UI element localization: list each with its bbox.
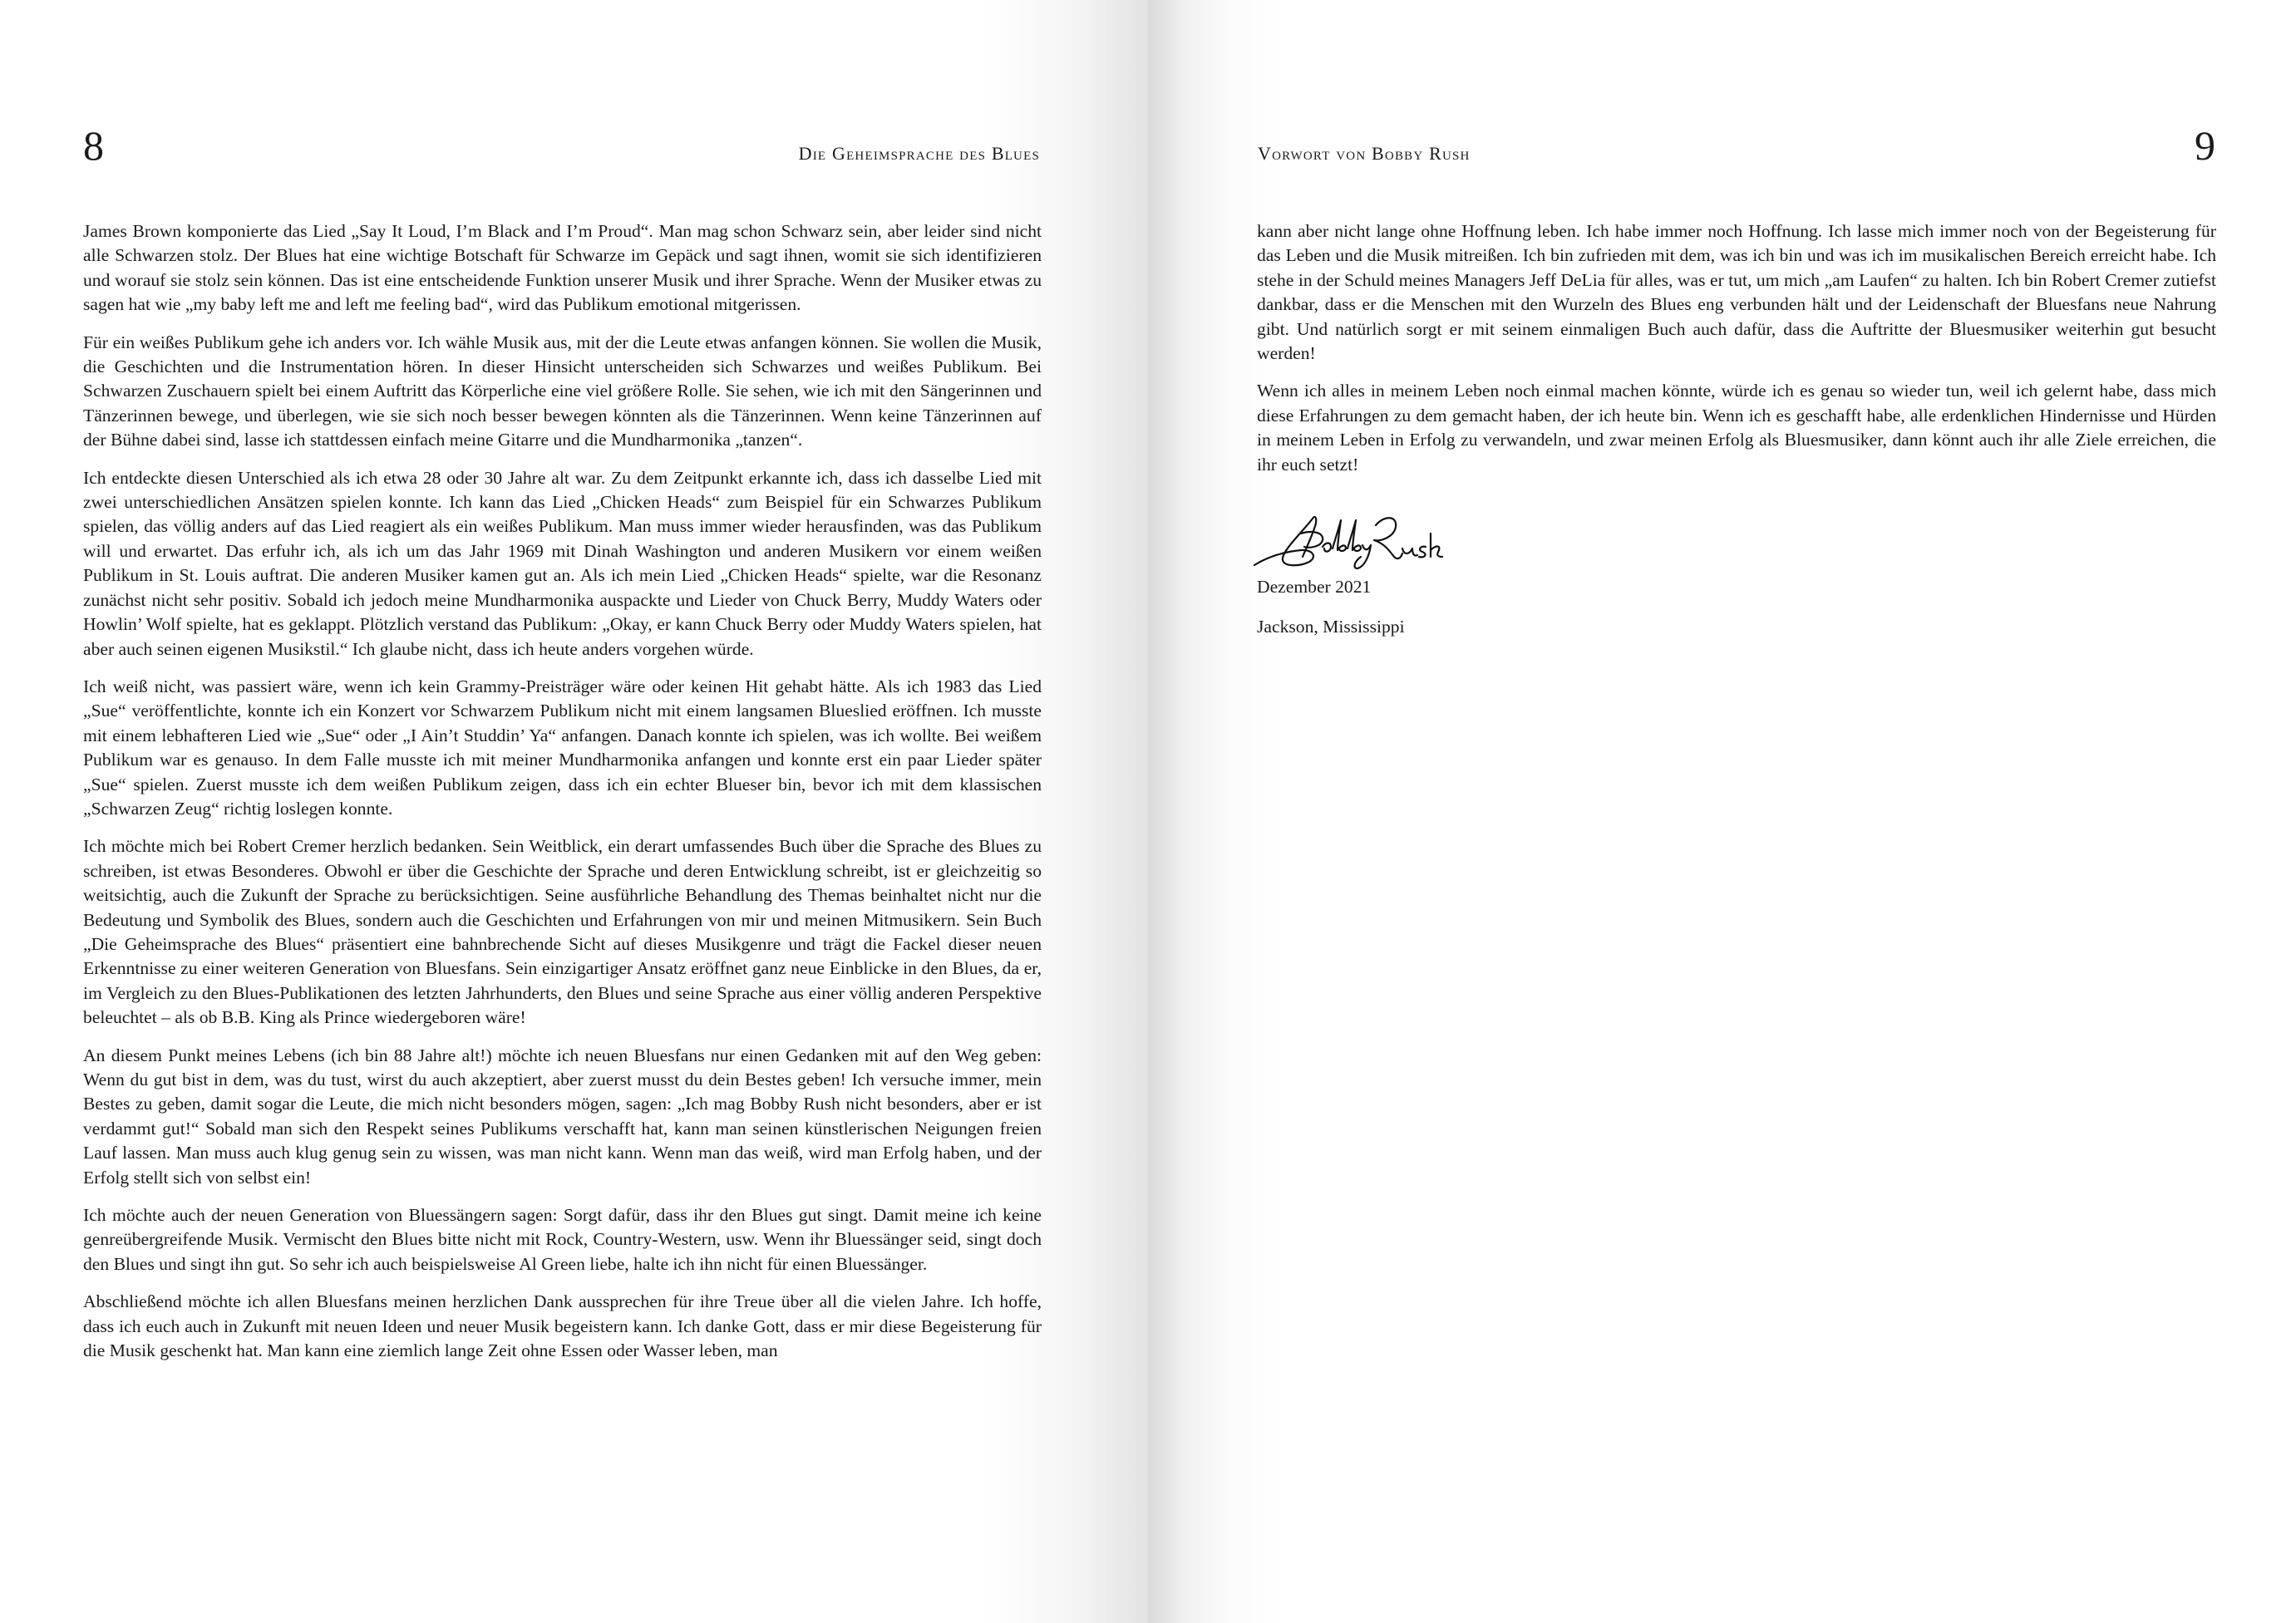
page-number-left: 8 [83, 122, 104, 169]
paragraph: Abschließend möchte ich allen Bluesfans meinen herzlichen Dank aussprechen für ihre Treue über all die vielen Jahre. Ich hoffe, dass ich euch auch in Zukunft mit neuen Ideen und neuer Musik begeistern kann. Ich danke Gott, dass er mir diese Begeisterung für die Musik geschenkt hat. Man kann eine ziemlich lange Zeit ohne Essen oder Wasser leben, man [83, 1291, 1042, 1361]
paragraph: Ich weiß nicht, was passiert wäre, wenn ich kein Grammy-Preisträger wäre oder keinen Hit gehabt hätte. Als ich 1983 das Lied „Sue“ veröffentlichte, konnte ich ein Konzert vor Schwarzem Publikum nicht mit einem langsamen Blueslied eröffnen. Ich musste mit einem lebhafteren Lied wie „Sue“ oder „I Ain’t Studdin’ Ya“ anfangen. Danach konnte ich spielen, was ich wollte. Bei weißem Publikum war es genauso. In dem Falle musste ich mit meiner Mundharmonika anfangen und konnte erst ein paar Lieder später „Sue“ spielen. Zuerst musste ich dem weißen Publikum zeigen, dass ich ein echter Blueser bin, bevor ich mit dem klassischen „Schwarzen Zeug“ richtig loslegen konnte. [83, 676, 1042, 819]
paragraph: Wenn ich alles in meinem Leben noch einmal machen könnte, würde ich es genau so wieder tun, weil ich gelernt habe, dass mich diese Erfahrungen zu dem gemacht haben, der ich heute bin. Wenn ich es geschafft habe, alle erdenklichen Hindernisse und Hürden in meinem Leben in Erfolg zu verwandeln, und zwar meinen Erfolg als Bluesmusiker, dann könnt auch ihr alle Ziele erreichen, die ihr euch setzt! [1257, 381, 2216, 475]
paragraph: An diesem Punkt meines Lebens (ich bin 88 Jahre alt!) möchte ich neuen Bluesfans nur einen Gedanken mit auf den Weg geben: Wenn du gut bist in dem, was du tust, wirst du auch akzeptiert, aber zuerst musst du dein Bestes geben! Ich versuche immer, mein Bestes zu geben, damit sogar die Leute, die mich nicht besonders mögen, sagen: „Ich mag Bobby Rush nicht besonders, aber er ist verdammt gut!“ Sobald man sich den Respekt seines Publikums verschafft hat, kann man seinen künstlerischen Neigungen freien Lauf lassen. Man muss auch klug genug sein zu wissen, was man nicht kann. Wenn man das weiß, wird man Erfolg haben, und der Erfolg stellt sich von selbst ein! [83, 1045, 1042, 1188]
body-text-left [83, 219, 1042, 1376]
paragraph: Ich entdeckte diesen Unterschied als ich etwa 28 oder 30 Jahre alt war. Zu dem Zeitpunkt erkannte ich, dass ich dasselbe Lied mit zwei unterschiedlichen Ansätzen spielen konnte. Ich kann das Lied „Chicken Heads“ zum Beispiel für ein Schwarzes Publikum spielen, das völlig anders auf das Lied reagiert als ein weißes Publikum. Man muss immer wieder herausfinden, was das Publikum will und erwartet. Das erfuhr ich, als ich um das Jahr 1969 mit Dinah Washington und anderen Musikern vor einem weißen Publikum in St. Louis auftrat. Die anderen Musiker kamen gut an. Als ich mein Lied „Chicken Heads“ spielte, war die Resonanz zunächst nicht sehr positiv. Sobald ich jedoch meine Mundharmonika auspackte und Lieder von Chuck Berry, Muddy Waters oder Howlin’ Wolf spielte, hat es geklappt. Plötzlich verstand das Publikum: „Okay, er kann Chuck Berry oder Muddy Waters spielen, hat aber auch seinen eigenen Musikstil.“ Ich glaube nicht, dass ich heute anders vorgehen würde. [83, 467, 1042, 659]
signature-icon [1251, 509, 1451, 575]
running-head-right: Vorwort von Bobby Rush [1258, 143, 1471, 164]
paragraph: Ich möchte mich bei Robert Cremer herzlich bedanken. Sein Weitblick, ein derart umfassendes Buch über die Sprache des Blues zu schreiben, ist etwas Besonderes. Obwohl er über die Geschichte der Sprache und deren Entwicklung schreibt, ist er gleichzeitig so weitsichtig, auch die Zukunft der Sprache zu berücksichtigen. Seine ausführliche Behandlung des Themas beinhaltet nicht nur die Bedeutung und Symbolik des Blues, sondern auch die Geschichten und Erfahrungen von mir und meinen Mitmusikern. Sein Buch „Die Geheimsprache des Blues“ präsentiert eine bahnbrechende Sicht auf dieses Musikgenre und trägt die Fackel dieser neuen Erkenntnisse zu einer weiteren Generation von Bluesfans. Sein einzigartiger Ansatz eröffnet ganz neue Einblicke in den Blues, da er, im Vergleich zu den Blues-Publikationen des letzten Jahrhunderts, den Blues und seine Sprache aus einer völlig anderen Perspektive beleuchtet – als ob B.B. King als Prince wiedergeboren wäre! [83, 836, 1042, 1028]
page-number-right: 9 [2195, 122, 2215, 169]
closing-place: Jackson, Mississippi [1257, 617, 1405, 637]
paragraph: Ich möchte auch der neuen Generation von Bluessängern sagen: Sorgt dafür, dass ihr den Blues gut singt. Damit meine ich keine genreübergreifende Musik. Vermischt den Blues bitte nicht mit Rock, Country-Western, usw. Wenn ihr Bluessänger seid, singt doch den Blues und singt ihn gut. So sehr ich auch beispielsweise Al Green liebe, halte ich ihn nicht für einen Bluessänger. [83, 1205, 1042, 1274]
running-head-left: Die Geheimsprache des Blues [798, 143, 1040, 164]
paragraph: kann aber nicht lange ohne Hoffnung leben. Ich habe immer noch Hoffnung. Ich lasse mich immer noch von der Begeisterung für das Leben und die Musik mitreißen. Ich bin zufrieden mit dem, was ich bin und was ich im musikalischen Bereich erreicht habe. Ich stehe in der Schuld meines Managers Jeff DeLia für alles, was er tut, um mich „am Laufen“ zu halten. Ich bin Robert Cremer zutiefst dankbar, dass er die Menschen mit den Wurzeln des Blues eng verbunden hält und der Leidenschaft der Bluesfans neue Nahrung gibt. Und natürlich sorgt er mit seinem einmaligen Buch auch dafür, dass die Auftritte der Bluesmusiker weiterhin gut besucht werden! [1257, 221, 2216, 364]
body-text-right [1257, 219, 2216, 490]
handwritten-signature [1251, 509, 1451, 575]
closing-date: Dezember 2021 [1257, 577, 1372, 597]
right-page [1148, 0, 2296, 1623]
paragraph: James Brown komponierte das Lied „Say It Loud, I’m Black and I’m Proud“. Man mag schon Schwarz sein, aber leider sind nicht alle Schwarzen stolz. Der Blues hat eine wichtige Botschaft für Schwarze im Gepäck und sagt ihnen, womit sie sich identifizieren und worauf sie stolz sein können. Das ist eine entscheidende Funktion unserer Musik und ihrer Sprache. Wenn der Musiker etwas zu sagen hat wie „my baby left me and left me feeling bad“, wird das Publikum emotional mitgerissen. [83, 221, 1042, 315]
paragraph: Für ein weißes Publikum gehe ich anders vor. Ich wähle Musik aus, mit der die Leute etwas anfangen können. Sie wollen die Musik, die Geschichten und die Instrumentation hören. In dieser Hinsicht unterscheiden sich Schwarzes und weißes Publikum. Bei Schwarzen Zuschauern spielt bei einem Auftritt das Körperliche eine viel größere Rolle. Sie sehen, wie ich mit den Sängerinnen und Tänzerinnen bewege, und überlegen, wie sie sich noch besser bewegen könnten als die Tänzerinnen. Wenn keine Tänzerinnen auf der Bühne dabei sind, lasse ich stattdessen einfach meine Gitarre und die Mundharmonika „tanzen“. [83, 332, 1042, 450]
